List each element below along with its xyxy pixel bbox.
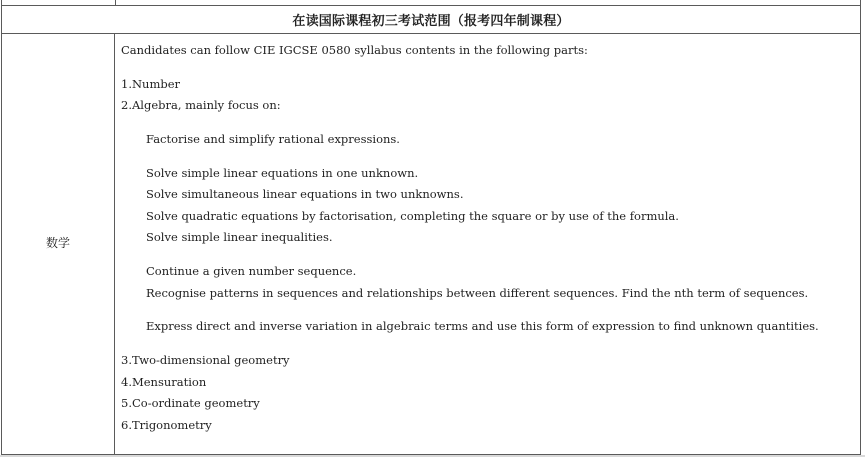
algebra-point: Solve quadratic equations by factorisation, completing the square or by use of the formula. (146, 209, 679, 223)
algebra-point: Factorise and simplify rational expressions. (146, 132, 400, 146)
table-header-row (2, 5, 860, 34)
list-item-number: 1.Number (121, 77, 181, 91)
subject-cell (2, 34, 115, 454)
list-item-geometry: 3.Two-dimensional geometry (121, 353, 290, 367)
table-header-title: 在读国际课程初三考试范围（报考四年制课程） (292, 14, 570, 29)
content-cell (115, 34, 860, 454)
algebra-point: Solve simple linear equations in one unknown. (146, 166, 419, 180)
algebra-point: Solve simple linear inequalities. (146, 230, 333, 244)
list-item-algebra: 2.Algebra, mainly focus on: (121, 98, 281, 112)
list-item-coordinate-geometry: 5.Co-ordinate geometry (121, 396, 260, 410)
list-item-mensuration: 4.Mensuration (121, 375, 207, 389)
syllabus-table (1, 0, 861, 455)
subject-label: 数学 (45, 236, 70, 250)
intro-text: Candidates can follow CIE IGCSE 0580 syllabus contents in the following parts: (121, 43, 588, 57)
algebra-point: Recognise patterns in sequences and relationships between different sequences. Find the nth term of sequences. (146, 286, 809, 300)
algebra-point: Express direct and inverse variation in algebraic terms and use this form of expression to find unknown quantities. (146, 319, 819, 333)
algebra-point: Continue a given number sequence. (146, 264, 357, 278)
list-item-trigonometry: 6.Trigonometry (121, 418, 212, 432)
algebra-point: Solve simultaneous linear equations in two unknowns. (146, 187, 464, 201)
